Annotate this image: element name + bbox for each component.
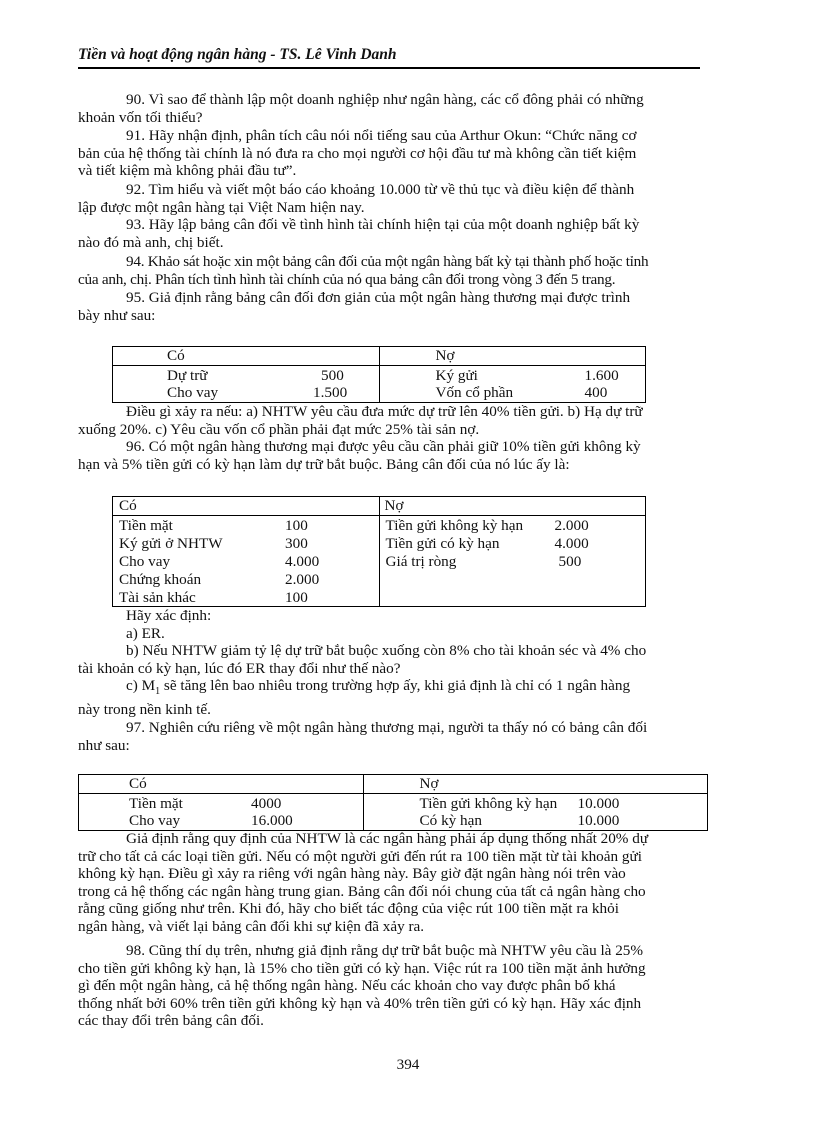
header-rule — [78, 67, 700, 69]
assets-header: Có — [129, 775, 147, 792]
text-line: b) Nếu NHTW giảm tỷ lệ dự trữ bắt buộc xuống còn 8% cho tài khoản séc và 4% cho — [126, 642, 647, 660]
asset-label: Cho vay — [167, 384, 219, 401]
assets-header: Có — [119, 497, 137, 514]
text-line: bày như sau: — [78, 306, 156, 324]
text-line: 94. Khảo sát hoặc xin một bảng cân đối của một ngân hàng bất kỳ tại thành phố hoặc tỉnh — [126, 253, 649, 270]
asset-value: 100 — [285, 589, 308, 606]
text-line: a) ER. — [126, 624, 165, 642]
text-line: 96. Có một ngân hàng thương mại được yêu cầu cần phải giữ 10% tiền gửi không kỳ — [126, 438, 641, 455]
text-line: 90. Vì sao để thành lập một doanh nghiệp như ngân hàng, các cổ đông phải có những — [126, 91, 644, 108]
text-line: trong cả hệ thống các ngân hàng trung gian. Bảng cân đối nói chung của tất cả ngân hàng cho — [78, 882, 646, 900]
question-93 — [78, 216, 700, 251]
liability-label: Giá trị ròng — [385, 553, 457, 570]
text-line: 98. Cũng thí dụ trên, nhưng giả định rằng dự trữ bắt buộc mà NHTW yêu cầu là 25% — [126, 942, 644, 959]
liabilities-header: Nợ — [384, 497, 404, 514]
text-line: và tiết kiệm mà không phải đầu tư”. — [78, 162, 297, 180]
balance-sheet-table-2 — [112, 496, 646, 607]
liability-label: Có kỳ hạn — [419, 812, 482, 829]
asset-label: Cho vay — [129, 812, 181, 829]
text-line: Hãy xác định: — [126, 607, 212, 624]
asset-label: Tiền mặt — [129, 795, 183, 812]
text-line: Điều gì xảy ra nếu: a) NHTW yêu cầu đưa mức dự trữ lên 40% tiền gửi. b) Hạ dự trữ — [126, 403, 643, 420]
liability-value: 400 — [584, 384, 608, 401]
question-94 — [78, 253, 700, 288]
question-91 — [78, 127, 700, 180]
text-line: 92. Tìm hiểu và viết một báo cáo khoảng 10.000 từ về thủ tục và điều kiện để thành — [126, 181, 635, 198]
balance-sheet-table-3 — [78, 774, 708, 831]
liability-value: 2.000 — [554, 517, 589, 534]
text-line: Giả định rằng quy định của NHTW là các ngân hàng phải áp dụng thống nhất 20% dự — [126, 830, 649, 847]
text-line: rằng cũng giống như trên. Khi đó, hãy cho biết tác động của việc rút 100 tiền mặt ra khỏi — [78, 900, 619, 918]
text-line: 97. Nghiên cứu riêng về một ngân hàng thương mại, người ta thấy nó có bảng cân đối — [126, 719, 648, 736]
text-line: tài khoản có kỳ hạn, lúc đó ER thay đổi như thế nào? — [78, 659, 401, 677]
text-line: thống nhất bởi 60% trên tiền gửi không kỳ hạn và 40% trên tiền gửi có kỳ hạn. Hãy xác định — [78, 994, 642, 1012]
liability-value: 500 — [558, 553, 582, 570]
asset-label: Ký gửi ở NHTW — [119, 535, 223, 552]
question-96 — [78, 438, 700, 473]
question-95-parts — [78, 403, 700, 438]
question-97-parts — [78, 830, 700, 936]
liability-label: Tiền gửi không kỳ hạn — [419, 795, 558, 812]
question-95 — [78, 289, 700, 324]
text-line: nào đó mà anh, chị biết. — [78, 233, 224, 251]
question-90 — [78, 91, 700, 126]
asset-label: Chứng khoán — [119, 571, 202, 588]
question-97 — [78, 719, 700, 754]
text-line: c) $M_1$ sẽ tăng lên bao nhiêu trong trường hợp ấy, khi giả định là chỉ có 1 ngân hàng — [126, 677, 631, 698]
text-line: 95. Giả định rằng bảng cân đối đơn giản của một ngân hàng thương mại được trình — [126, 289, 631, 306]
asset-value: 300 — [285, 535, 308, 552]
text-line: ngân hàng, và viết lại bảng cân đối khi sự kiện đã xảy ra. — [78, 917, 425, 935]
text-line: trữ cho tất cả các loại tiền gửi. Nếu có một người gửi đến rút ra 100 tiền mặt từ tài khoản gửi — [78, 847, 642, 865]
asset-label: Cho vay — [119, 553, 171, 570]
liabilities-header: Nợ — [435, 347, 455, 364]
text-line: không kỳ hạn. Điều gì xảy ra riêng với ngân hàng này. Bây giờ đặt ngân hàng nói trên vào — [78, 865, 626, 883]
balance-sheet-table-1 — [112, 346, 646, 403]
text-line: này trong nền kinh tế. — [78, 701, 211, 718]
text-line: xuống 20%. c) Yêu cầu vốn cổ phần phải đạt mức 25% tài sản nợ. — [78, 420, 480, 438]
text-line: cho tiền gửi không kỳ hạn, là 15% cho tiền gửi có kỳ hạn. Việc rút ra 100 tiền mặt ảnh hưởng — [78, 959, 646, 977]
question-98 — [78, 942, 700, 1030]
asset-value: 100 — [285, 517, 308, 534]
question-92 — [78, 181, 700, 216]
text-line: như sau: — [78, 736, 130, 754]
asset-value: 500 — [321, 367, 344, 384]
text-line: 91. Hãy nhận định, phân tích câu nói nổi tiếng sau của Arthur Okun: “Chức năng cơ — [126, 127, 637, 144]
liabilities-header: Nợ — [419, 775, 439, 792]
liability-label: Tiền gửi có kỳ hạn — [385, 535, 500, 552]
page-number: 394 — [396, 1056, 420, 1073]
asset-label: Tài sản khác — [119, 589, 196, 606]
running-header: Tiền và hoạt động ngân hàng - TS. Lê Vinh Danh — [78, 46, 397, 63]
text-line: của anh, chị. Phân tích tình hình tài chính của nó qua bảng cân đối trong vòng 3 đến 5 trang. — [78, 270, 616, 288]
liability-value: 10.000 — [577, 795, 620, 812]
asset-value: 4000 — [251, 795, 282, 812]
text-line: lập được một ngân hàng tại Việt Nam hiện nay. — [78, 198, 365, 216]
asset-value: 2.000 — [285, 571, 320, 588]
asset-label: Dự trữ — [167, 367, 208, 384]
question-96-parts — [78, 607, 700, 719]
liability-value: 1.600 — [584, 367, 619, 384]
text-line: khoản vốn tối thiểu? — [78, 108, 203, 126]
text-line: bản của hệ thống tài chính là nó đưa ra cho mọi người cơ hội đầu tư mà không cần tiết kiệm — [78, 144, 637, 162]
asset-value: 16.000 — [251, 812, 293, 829]
assets-header: Có — [167, 347, 185, 364]
text-line: gì đến một ngân hàng, cả hệ thống ngân hàng. Nếu các khoản cho vay được phân bố khá — [78, 977, 616, 995]
asset-value: 1.500 — [313, 384, 348, 401]
asset-value: 4.000 — [285, 553, 320, 570]
text-line: hạn và 5% tiền gửi có kỳ hạn làm dự trữ bắt buộc. Bảng cân đối của nó lúc ấy là: — [78, 455, 570, 473]
liability-value: 4.000 — [554, 535, 589, 552]
asset-label: Tiền mặt — [119, 517, 173, 534]
liability-label: Ký gửi — [435, 367, 478, 384]
text-line: các thay đổi trên bảng cân đối. — [78, 1012, 264, 1030]
text-line: 93. Hãy lập bảng cân đối về tình hình tài chính hiện tại của một doanh nghiệp bất kỳ — [126, 216, 640, 233]
liability-label: Tiền gửi không kỳ hạn — [385, 517, 524, 534]
liability-value: 10.000 — [577, 812, 620, 829]
liability-label: Vốn cổ phần — [435, 384, 514, 401]
